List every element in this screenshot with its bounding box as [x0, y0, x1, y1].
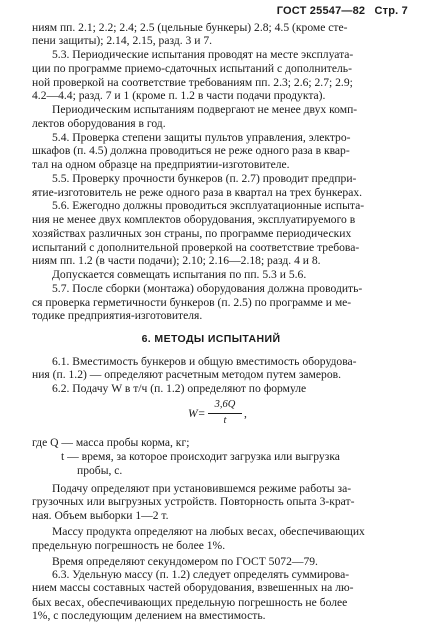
- text-line: 1%, с последующим делением на вместимость.: [32, 608, 266, 622]
- text-line: тодике предприятия-изготовителя.: [32, 309, 203, 323]
- where-q-line: где Q — масса пробы корма, кг;: [32, 436, 190, 450]
- text-line: Массу продукта определяют на любых весах, обеспечивающих: [52, 525, 365, 539]
- text-line: 5.5. Проверку прочности бункеров (п. 2.7) проводит предпри-: [52, 171, 357, 185]
- text-line: ния не менее двух комплектов оборудования, эксплуатируемого в: [32, 213, 356, 227]
- text-line: ния (п. 1.2) — определяют расчетным методом путем замеров.: [32, 367, 341, 381]
- text-line: грузочных или выгрузных устройств. Повторность опыта 3-крат-: [32, 495, 355, 508]
- text-line: лектов оборудования в год.: [32, 116, 166, 130]
- text-line: испытаний с дополнительной проверкой на соответствие требова-: [32, 240, 360, 254]
- text-line: Допускается совмещать испытания по пп. 5.3 и 5.6.: [52, 268, 307, 282]
- page-number: Стр. 7: [374, 5, 408, 17]
- text-line: ся проверка герметичности бункеров (п. 2.5) по программе и ме-: [32, 295, 352, 309]
- text-line: нием массы составных частей оборудования, взвешенных на лю-: [32, 581, 354, 595]
- formula-denominator: t: [223, 415, 227, 427]
- formula-numerator: 3,6Q: [214, 399, 236, 411]
- text-line: бых весах, обеспечивающих предельную погрешность не более: [32, 595, 348, 609]
- text-line: предельную погрешность не более 1%.: [32, 538, 226, 552]
- text-line: ции по программе приемо-сдаточных испытаний с дополнитель-: [32, 61, 352, 75]
- text-line: ниям пп. 2.1; 2.2; 2.4; 2.5 (цельные бункеры) 2.8; 4.5 (кроме сте-: [32, 20, 348, 34]
- section-title: 6. МЕТОДЫ ИСПЫТАНИЙ: [141, 332, 281, 345]
- fraction-bar: [208, 413, 242, 414]
- where-t-line-2: пробы, с.: [77, 463, 123, 477]
- text-line: ятие-изготовитель не реже одного раза в квартал на трех бункерах.: [32, 185, 363, 199]
- formula-tail: ,: [244, 406, 247, 420]
- text-line: ная. Объем выборки 1—2 т.: [32, 509, 169, 523]
- text-line: 5.7. После сборки (монтажа) оборудования должна проводить-: [52, 281, 363, 295]
- text-line: 6.2. Подачу W в т/ч (п. 1.2) определяют по формуле: [52, 382, 307, 396]
- text-line: Периодическим испытаниям подвергают не менее двух комп-: [52, 103, 358, 117]
- text-line: 6.3. Удельную массу (п. 1.2) следует определять суммирова-: [52, 568, 350, 581]
- text-line: шкафов (п. 4.5) должна проводиться не реже одного раза в квар-: [32, 144, 350, 158]
- standard-number: ГОСТ 25547—82: [276, 5, 366, 17]
- text-line: ной проверкой на соответствие требованиям пп. 2.3; 2.6; 2.7; 2.9;: [32, 75, 353, 89]
- text-line: 4.2—4.4; разд. 7 и 1 (кроме п. 1.2 в части подачи продукта).: [32, 89, 326, 103]
- text-line: Время определяют секундомером по ГОСТ 5072—79.: [52, 554, 318, 568]
- text-line: 5.6. Ежегодно должны проводиться эксплуатационные испыта-: [52, 199, 365, 213]
- page-header: [277, 4, 408, 19]
- text-line: 5.3. Периодические испытания проводят на месте эксплуата-: [52, 48, 354, 62]
- text-line: пени защиты); 2.14, 2.15, разд. 3 и 7.: [32, 34, 213, 48]
- text-line: 5.4. Проверка степени защиты пультов управления, электро-: [52, 130, 351, 144]
- formula-lhs: W=: [188, 406, 206, 420]
- text-line: Подачу определяют при установившемся режиме работы за-: [52, 481, 352, 495]
- text-line: хозяйствах различных зон страны, по программе периодических: [32, 226, 352, 240]
- text-line: 6.1. Вместимость бункеров и общую вместимость оборудова-: [52, 354, 357, 368]
- where-t-line: t — время, за которое происходит загрузка или выгрузка: [61, 449, 340, 463]
- text-line: ниям пп. 1.2 (в части подачи); 2.10; 2.16—2.18; разд. 4 и 8.: [32, 254, 321, 268]
- text-line: тал на одном образце на предприятии-изготовителе.: [32, 158, 290, 172]
